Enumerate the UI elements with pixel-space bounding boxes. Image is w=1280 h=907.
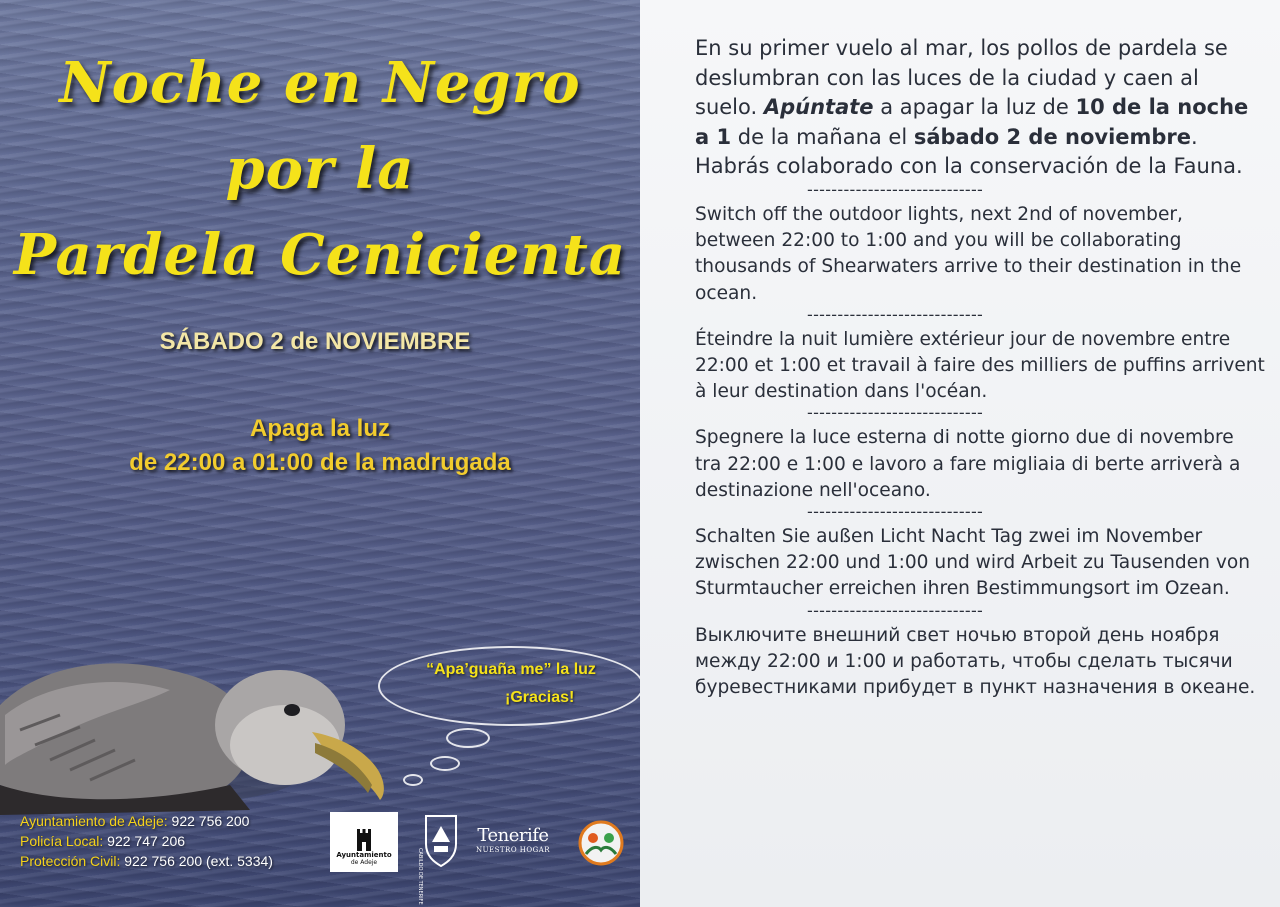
contact-phone: 922 756 200 (ext. 5334): [120, 853, 273, 869]
contact-label: Protección Civil:: [20, 853, 121, 869]
adeje-logo-subtext: de Adeje: [350, 859, 378, 866]
spanish-paragraph: [695, 34, 1265, 182]
poster-title-line: Noche en Negro: [59, 50, 581, 116]
contact-label: Policía Local:: [20, 833, 104, 849]
cabildo-tenerife-logo: [414, 808, 468, 905]
shearwater-bird-illustration: [0, 635, 400, 815]
tenerife-logo-text: Tenerife: [477, 825, 549, 846]
separator: -----------------------------: [807, 179, 984, 199]
poster-cta: [0, 412, 640, 480]
spanish-highlight: 10 de la noche a 1: [695, 95, 1249, 149]
thought-bubble-dot: [403, 774, 423, 786]
poster-date: SÁBADO 2 de NOVIEMBRE: [159, 328, 471, 355]
contact-list: [20, 811, 273, 871]
contact-label: Ayuntamiento de Adeje:: [20, 813, 168, 829]
separator: -----------------------------: [807, 502, 984, 521]
german-paragraph: Schalten Sie außen Licht Nacht Tag zwei im November zwischen 22:00 und 1:00 und wird Arbeit zu Tausenden von Sturmtaucher erreichen ihren Bestimmungsort im Ozean.: [695, 526, 1250, 600]
poster-cta-line: Apaga la luz: [249, 415, 391, 442]
poster-cta-line: de 22:00 a 01:00 de la madrugada: [129, 449, 511, 476]
bubble-thanks: ¡Gracias!: [505, 689, 575, 706]
spanish-text: a apagar la luz de: [873, 95, 1076, 120]
separator: -----------------------------: [807, 600, 984, 620]
spanish-text: En su primer vuelo al mar, los pollos de pardela se deslumbran con las luces de la ciudad y caen al suelo.: [695, 36, 1228, 120]
spanish-highlight: Apúntate: [763, 95, 874, 120]
french-paragraph: Éteindre la nuit lumière extérieur jour de novembre entre 22:00 et 1:00 et travail à faire des milliers de puffins arrivent à leur destination dans l'océan.: [695, 328, 1265, 403]
info-panel-text: [695, 34, 1265, 701]
poster-title: [0, 40, 640, 298]
spanish-text: . Habrás colaborado con la conservación de la Fauna.: [695, 124, 1243, 179]
contact-phone: 922 756 200: [167, 813, 250, 829]
cabildo-logo-text: CABILDO DE TENERIFE: [417, 848, 423, 905]
thought-bubble-dot: [446, 728, 490, 748]
contact-item: [20, 831, 273, 851]
contact-phone: 922 747 206: [103, 833, 186, 849]
bird-eye: [284, 704, 300, 716]
tenerife-nuestro-hogar-logo: [470, 826, 556, 854]
contact-item: [20, 851, 273, 871]
italian-paragraph: Spegnere la luce esterna di notte giorno due di novembre tra 22:00 e 1:00 e lavoro a fare migliaia di berte arriverà a destinazione nell'oceano.: [695, 427, 1241, 501]
bubble-text: “Apa’guaña me” la luz: [426, 661, 596, 678]
poster-title-line: por la: [225, 136, 415, 202]
thought-bubble-dot: [430, 756, 460, 771]
poster-title-line: Pardela Cenicienta: [13, 222, 627, 288]
tenerife-logo-subtext: NUESTRO HOGAR: [475, 846, 551, 854]
spanish-highlight: sábado 2 de noviembre: [913, 124, 1192, 149]
ayuntamiento-adeje-logo: [330, 812, 398, 872]
environment-round-logo: [578, 820, 624, 866]
adeje-logo-text: Ayuntamiento: [336, 851, 392, 859]
castle-icon: [354, 827, 374, 851]
separator: -----------------------------: [807, 403, 984, 423]
contact-item: [20, 811, 273, 831]
separator: -----------------------------: [807, 304, 984, 324]
russian-paragraph: Выключите внешний свет ночью второй день ноября между 22:00 и 1:00 и работать, чтобы сделать тысячи буревестниками прибудет в пункт назначения в океане.: [695, 624, 1256, 699]
thought-bubble: [378, 646, 644, 726]
spanish-text: de la mañana el: [731, 124, 914, 149]
english-paragraph: Switch off the outdoor lights, next 2nd of november, between 22:00 to 1:00 and you will be collaborating thousands of Shearwaters arrive to their destination in the ocean.: [695, 203, 1242, 304]
